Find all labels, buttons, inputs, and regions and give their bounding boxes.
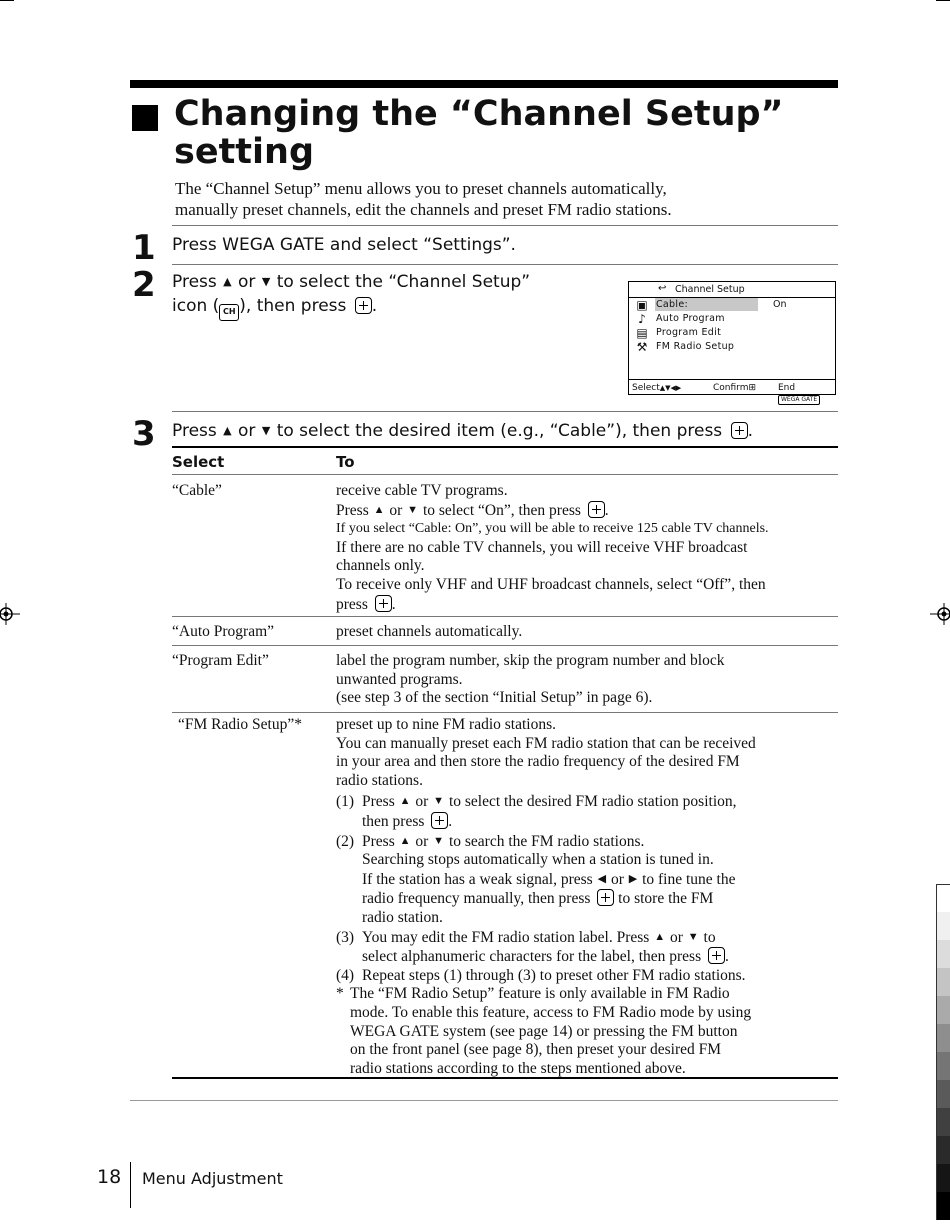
down-arrow-icon: ▼ <box>261 275 271 288</box>
down-arrow-icon: ▼ <box>433 834 445 847</box>
up-arrow-icon: ▲ <box>223 275 232 288</box>
table-row-desc-auto-program: preset channels automatically. <box>336 623 523 640</box>
divider <box>172 264 838 265</box>
music-note-icon: ♪ <box>638 312 646 326</box>
table-row-label-fm-radio-setup: “FM Radio Setup”* <box>178 716 302 733</box>
divider <box>172 225 838 226</box>
grayscale-swatch <box>936 1052 950 1080</box>
divider <box>172 645 838 646</box>
enter-button-icon <box>355 297 372 314</box>
tv-menu-footer-confirm: Confirm⊞ <box>713 383 757 393</box>
table-bottom-rule <box>172 1077 838 1079</box>
up-arrow-icon: ▲ <box>399 795 411 808</box>
grayscale-swatch <box>936 884 950 912</box>
enter-button-icon <box>375 595 392 612</box>
up-arrow-icon: ▲ <box>373 503 385 516</box>
channel-icon: ▤ <box>636 326 648 340</box>
table-row-desc-fm-radio-setup: preset up to nine FM radio stations. You can manually preset each FM radio station that can be received in your area and then store the radio frequency of the desired FM radio stations. (1) Press ▲ or ▼ to select the desired FM radio station position, then press . (2) Press ▲ or ▼ to search the FM radio stations. Searching stops automatically when a station is tuned in. If the station has a weak signal, press ◀ or ▶ to fine tune the radio frequency manually, then press to store the FM radio station. (3) You may edit the FM radio station label. Press ▲ or ▼ to select alphanumeric characters for the label, then press . (4) Repeat steps (1) through (3) to preset other FM radio stations. * The “FM Radio Setup” feature is only available in FM Radio mode. To enable this feature, access to FM Radio mode by using WEGA GATE system (see page 14) or pressing the FM button on the front panel (see page 8), then preset your desired FM radio stations according to the steps mentioned above. <box>336 716 756 1077</box>
divider <box>172 712 838 713</box>
arrow-keys-icon: ▲▼◀▶ <box>659 384 682 392</box>
channel-setup-icon: CH <box>219 304 239 321</box>
enter-button-icon <box>708 947 725 964</box>
page-number: 18 <box>97 1166 122 1188</box>
table-row-desc-program-edit: label the program number, skip the program number and block unwanted programs. (see step 3 of the section “Initial Setup” in page 6). <box>336 652 725 707</box>
title-line-2: setting <box>174 132 314 172</box>
enter-button-icon <box>588 501 605 518</box>
up-arrow-icon: ▲ <box>654 930 666 943</box>
grayscale-swatch <box>936 1136 950 1164</box>
step-3-text: Press ▲ or ▼ to select the desired item (e.g., “Cable”), then press . <box>172 421 753 441</box>
step-3-number: 3 <box>132 414 156 454</box>
grayscale-swatch <box>936 996 950 1024</box>
intro-line: manually preset channels, edit the channels and preset FM radio stations. <box>175 200 672 219</box>
tv-menu-item-fm-radio-setup: FM Radio Setup <box>656 341 735 352</box>
picture-icon: ▣ <box>636 298 648 312</box>
grayscale-swatch <box>936 968 950 996</box>
crop-mark <box>0 0 14 1</box>
section-name: Menu Adjustment <box>142 1169 283 1188</box>
title-square-bullet <box>132 105 158 131</box>
grayscale-swatch <box>936 940 950 968</box>
table-header-select: Select <box>172 453 225 471</box>
registration-mark-left <box>0 603 22 625</box>
step-2-text: Press ▲ or ▼ to select the “Channel Setup” icon ( CH ), then press . <box>172 270 530 321</box>
divider <box>172 474 838 475</box>
return-icon: ↩ <box>658 283 667 294</box>
title-line-1: Changing the “Channel Setup” <box>174 94 784 134</box>
wega-gate-icon: WEGA GATE <box>778 395 820 405</box>
intro-line: The “Channel Setup” menu allows you to preset channels automatically, <box>175 179 667 198</box>
tv-menu-title: Channel Setup <box>675 284 745 295</box>
tv-menu-footer-divider <box>629 379 835 380</box>
tv-menu-item-cable: Cable: <box>656 299 688 310</box>
intro-paragraph <box>175 178 815 220</box>
down-arrow-icon: ▼ <box>433 795 445 808</box>
wrench-icon: ⚒ <box>636 340 648 354</box>
footer-rule <box>130 1100 838 1101</box>
down-arrow-icon: ▼ <box>687 930 699 943</box>
crop-mark <box>936 0 950 1</box>
grayscale-swatch <box>936 912 950 940</box>
tv-menu-item-auto-program: Auto Program <box>656 313 725 324</box>
table-header-to: To <box>336 453 355 471</box>
tv-menu-item-program-edit: Program Edit <box>656 327 722 338</box>
table-row-label-cable: “Cable” <box>172 482 222 499</box>
header-bar <box>130 80 838 88</box>
down-arrow-icon: ▼ <box>407 503 419 516</box>
table-top-rule <box>172 446 838 448</box>
tv-menu-footer-select: Select▲▼◀▶ <box>632 383 682 393</box>
footer-divider <box>130 1162 131 1208</box>
registration-mark-right <box>928 603 950 625</box>
up-arrow-icon: ▲ <box>399 834 411 847</box>
right-arrow-icon: ▶ <box>628 872 638 885</box>
tv-menu-footer-end: EndWEGA GATE <box>778 382 835 406</box>
tv-menu-cable-value: On <box>773 299 787 310</box>
step-1-text: Press WEGA GATE and select “Settings”. <box>172 235 516 255</box>
step-2-number: 2 <box>132 265 156 305</box>
table-row-desc-cable: receive cable TV programs. Press ▲ or ▼ to select “On”, then press . If you select “Cable: On”, you will be able to receive 125 cable TV channels. If there are no cable TV channels, you will receive VHF broadcast channels only. To receive only VHF and UHF broadcast channels, select “Off”, then press . <box>336 482 769 613</box>
enter-button-icon <box>431 812 448 829</box>
grayscale-swatch <box>936 1024 950 1052</box>
divider <box>172 411 838 412</box>
up-arrow-icon: ▲ <box>223 424 232 437</box>
divider <box>172 616 838 617</box>
left-arrow-icon: ◀ <box>597 872 607 885</box>
tv-menu-screen <box>628 281 836 403</box>
grayscale-swatch <box>936 1164 950 1192</box>
grayscale-swatch <box>936 1080 950 1108</box>
enter-button-icon <box>731 422 748 439</box>
enter-button-icon <box>597 889 614 906</box>
down-arrow-icon: ▼ <box>261 424 271 437</box>
grayscale-swatch <box>936 1108 950 1136</box>
table-row-label-program-edit: “Program Edit” <box>172 652 269 669</box>
table-row-label-auto-program: “Auto Program” <box>172 623 275 640</box>
grayscale-swatch <box>936 1192 950 1220</box>
tv-menu-icons <box>632 298 652 354</box>
confirm-icon: ⊞ <box>748 383 757 393</box>
step-1-number: 1 <box>132 228 156 268</box>
